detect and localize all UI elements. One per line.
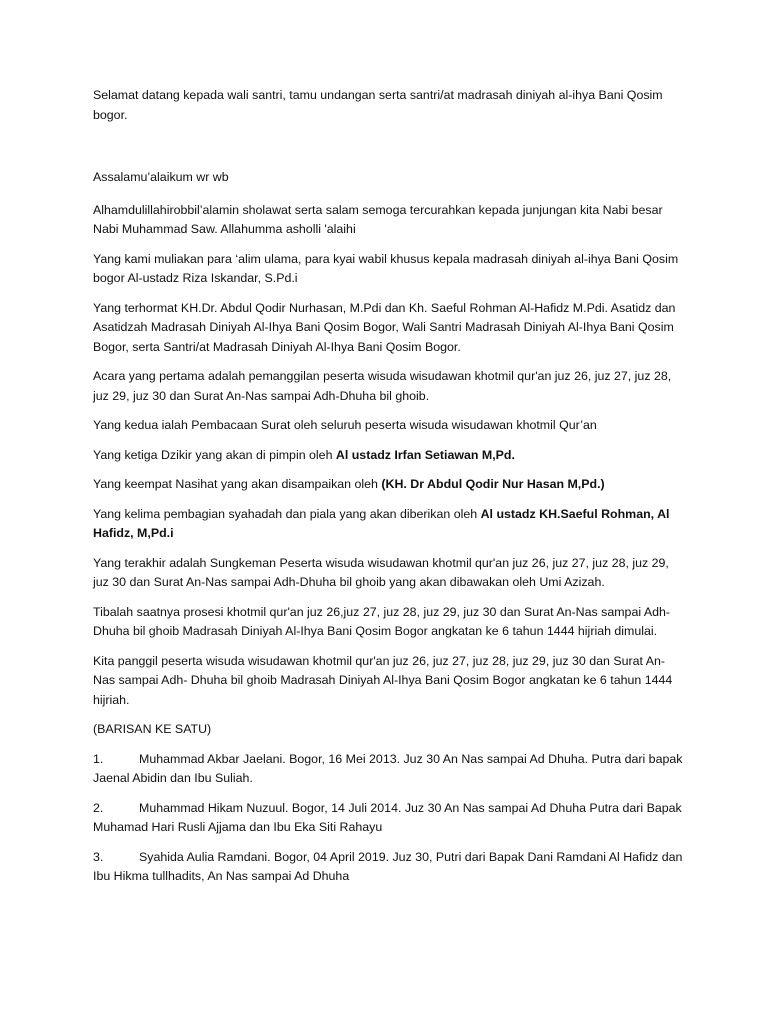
- call-participants-paragraph: Kita panggil peserta wisuda wisudawan khotmil qur'an juz 26, juz 27, juz 28, juz 29, juz 30 dan Surat An-Nas sampai Adh- Dhuha bil ghoib Madrasah Diniyah Al-Ihya Bani Qosim Bogor angkatan ke 6 tahun 1444 hijriah.: [93, 653, 673, 707]
- list-item: [93, 848, 683, 887]
- procession-start-paragraph: Tibalah saatnya prosesi khotmil qur'an juz 26,juz 27, juz 28, juz 29, juz 30 dan Surat An-Nas sampai Adh-Dhuha bil ghoib Madrasah Diniyah Al-Ihya Bani Qosim Bogor angkatan ke 6 tahun 1444 hijriah dimulai.: [93, 604, 671, 638]
- row-heading: (BARISAN KE SATU): [93, 722, 212, 736]
- agenda-second-paragraph: Yang kedua ialah Pembacaan Surat oleh seluruh peserta wisuda wisudawan khotmil Qur’an: [93, 418, 597, 432]
- agenda-fourth-text: Yang keempat Nasihat yang akan disampaikan oleh: [93, 477, 382, 491]
- list-item-number: 1.: [93, 751, 104, 766]
- agenda-first-paragraph: Acara yang pertama adalah pemanggilan peserta wisuda wisudawan khotmil qur'an juz 26, juz 27, juz 28, juz 29, juz 30 dan Surat An-Nas sampai Adh-Dhuha bil ghoib.: [93, 369, 672, 403]
- list-item: [93, 799, 683, 838]
- document-body: [93, 86, 683, 897]
- agenda-fifth-giver: Al ustadz KH.Saeful Rohman, Al Hafidz, M,Pd.i: [93, 506, 670, 540]
- hamdalah-paragraph: Alhamdulillahirobbil’alamin sholawat serta salam semoga tercurahkan kepada junjungan kita Nabi besar Nabi Muhammad Saw. Allahumma asholli 'alaihi: [93, 202, 663, 236]
- agenda-third-paragraph: [93, 446, 683, 466]
- list-item-text: Syahida Aulia Ramdani. Bogor, 04 April 2019. Juz 30, Putri dari Bapak Dani Ramdani Al Hafidz dan Ibu Hikma tullhadits, An Nas sampai Ad Dhuha: [93, 849, 683, 883]
- intro-paragraph: Selamat datang kepada wali santri, tamu undangan serta santri/at madrasah diniyah al-ihya Bani Qosim bogor.: [93, 88, 663, 122]
- greeting-paragraph: Assalamu’alaikum wr wb: [93, 170, 229, 184]
- agenda-fifth-text: Yang kelima pembagian syahadah dan piala yang akan diberikan oleh: [93, 506, 481, 521]
- agenda-third-text: Yang ketiga Dzikir yang akan di pimpin oleh: [93, 447, 336, 462]
- agenda-last-paragraph: Yang terakhir adalah Sungkeman Peserta wisuda wisudawan khotmil qur'an juz 26, juz 27, juz 28, juz 29, juz 30 dan Surat An-Nas sampai Adh-Dhuha bil ghoib yang akan dibawakan oleh Umi Azizah.: [93, 555, 669, 589]
- list-item: [93, 750, 683, 789]
- list-item-number: 3.: [93, 849, 104, 864]
- honored-guests-paragraph: Yang kami muliakan para ‘alim ulama, para kyai wabil khusus kepala madrasah diniyah al-ihya Bani Qosim bogor Al-ustadz Riza Iskandar, S.Pd.i: [93, 251, 679, 285]
- agenda-fourth-paragraph: [93, 475, 683, 495]
- list-item-number: 2.: [93, 800, 104, 815]
- list-item-text: Muhammad Hikam Nuzuul. Bogor, 14 Juli 2014. Juz 30 An Nas sampai Ad Dhuha Putra dari Bapak Muhamad Hari Rusli Ajjama dan Ibu Eka Siti Rahayu: [93, 800, 682, 834]
- list-item-text: Muhammad Akbar Jaelani. Bogor, 16 Mei 2013. Juz 30 An Nas sampai Ad Dhuha. Putra dari bapak Jaenal Abidin dan Ibu Suliah.: [93, 751, 683, 785]
- agenda-third-leader: Al ustadz Irfan Setiawan M,Pd.: [335, 447, 515, 462]
- agenda-fourth-speaker: (KH. Dr Abdul Qodir Nur Hasan M,Pd.): [381, 477, 605, 491]
- agenda-fifth-paragraph: [93, 505, 683, 544]
- respected-guests-paragraph: Yang terhormat KH.Dr. Abdul Qodir Nurhasan, M.Pdi dan Kh. Saeful Rohman Al-Hafidz M.Pdi. Asatidz dan Asatidzah Madrasah Diniyah Al-Ihya Bani Qosim Bogor, Wali Santri Madrasah Diniyah Al-Ihya Bani Qosim Bogor, serta Santri/at Madrasah Diniyah Al-Ihya Bani Qosim Bogor.: [93, 300, 676, 354]
